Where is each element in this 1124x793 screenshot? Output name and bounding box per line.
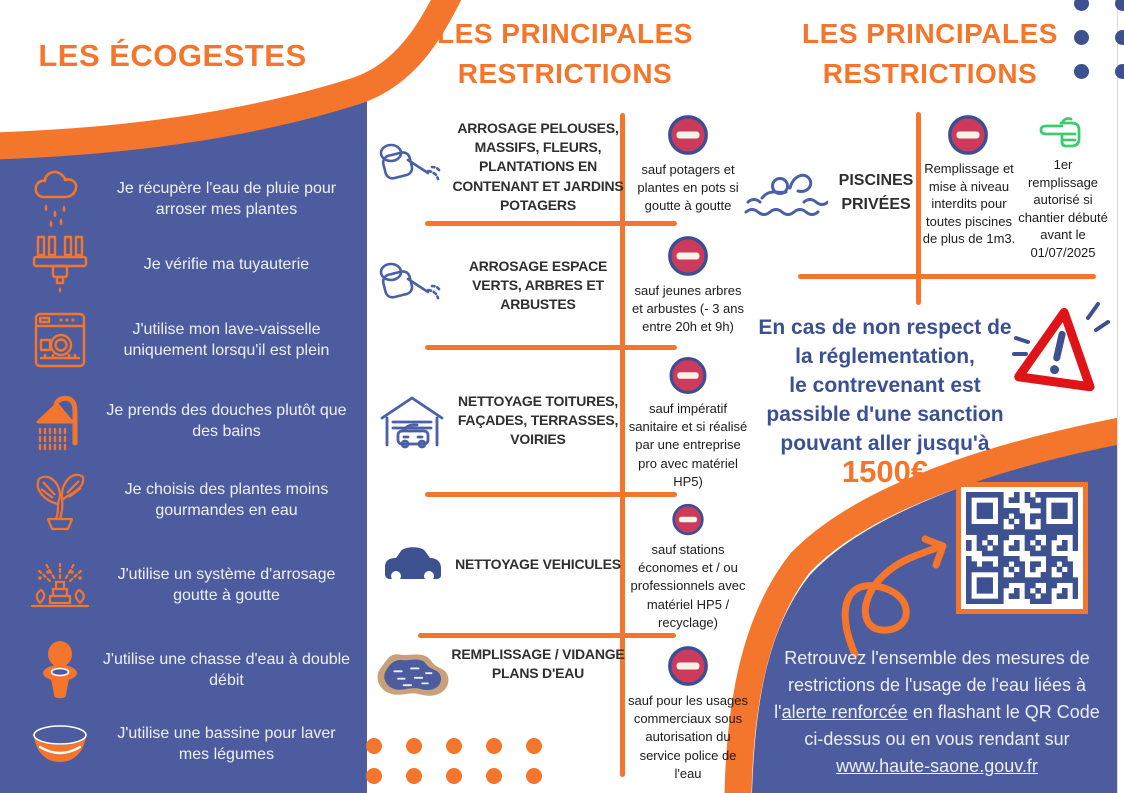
sanction-line: passible d'une sanction: [766, 403, 1004, 426]
no-entry-icon: [667, 356, 709, 395]
toilet-icon: [22, 639, 98, 701]
watering-can-icon: [372, 227, 452, 344]
restriction-label: NETTOYAGE TOITURES, FAÇADES, TERRASSES, VOIRIES: [457, 392, 619, 448]
plant-icon: [22, 469, 98, 531]
restriction-exception: [628, 227, 748, 344]
qr-code: [956, 482, 1088, 614]
watering-can-icon: [372, 112, 452, 222]
car-icon: [372, 497, 452, 632]
dot: [446, 768, 462, 784]
sanction-line: le contrevenant est: [789, 374, 981, 397]
restriction-row: [370, 112, 760, 222]
dot: [526, 738, 542, 754]
ecogeste-item: [0, 462, 367, 538]
orange-dots-pattern: [366, 738, 542, 784]
no-entry-icon: [667, 114, 709, 156]
ecogeste-item: [0, 547, 367, 623]
footer-middle: en flashant le QR Code ci-dessus ou en vous rendant sur: [804, 702, 1100, 749]
dot: [366, 738, 382, 754]
dot: [486, 738, 502, 754]
no-entry-icon: [947, 114, 989, 156]
footer-text: [768, 645, 1106, 780]
rain-cloud-icon: [22, 168, 98, 230]
warning-triangle-icon: [1006, 296, 1110, 419]
no-entry-icon: [667, 503, 709, 536]
exception-text: sauf pour les usages commerciaux sous autorisation du service police de l'eau: [628, 693, 748, 781]
no-entry-icon: [667, 235, 709, 277]
footer-before: Retrouvez l'ensemble des mesures de restrictions de l'usage de l'eau liées à l': [774, 648, 1090, 722]
sanction-line: la réglementation,: [795, 345, 975, 368]
title-line-2: RESTRICTIONS: [457, 58, 673, 89]
ecogeste-item: [0, 227, 367, 303]
restriction-row: [370, 227, 760, 344]
ecogeste-item: [0, 383, 367, 459]
ecogeste-item: [0, 632, 367, 708]
dot: [406, 768, 422, 784]
ecogeste-text: Je choisis des plantes moins gourmandes en eau: [124, 480, 329, 519]
restriction-label: REMPLISSAGE / VIDANGE PLANS D'EAU: [451, 646, 625, 682]
restrictions-column-1: [370, 0, 760, 793]
restriction-row: [370, 497, 760, 632]
swimmer-icon: [744, 162, 828, 229]
ecogeste-item: [0, 302, 367, 378]
alert-level-link[interactable]: alerte renforcée: [781, 702, 908, 722]
pool-label: PISCINES PRIVÉES: [838, 172, 914, 213]
exception-text: sauf impératif sanitaire et si réalisé par une entreprise pro avec matériel HP5): [628, 401, 748, 489]
restriction-label: ARROSAGE PELOUSES, MASSIFS, FLEURS, PLANTATIONS EN CONTENANT ET JARDINS POTAGERS: [452, 119, 624, 213]
shower-icon: [22, 391, 98, 451]
dot: [366, 768, 382, 784]
curly-arrow-icon: [840, 524, 968, 658]
restriction-exception: [628, 112, 748, 222]
ecogeste-item: [0, 161, 367, 237]
restriction-row: [370, 350, 760, 491]
sanction-text: [755, 313, 1015, 458]
title-line-2: RESTRICTIONS: [822, 58, 1038, 89]
exception-text: sauf potagers et plantes en pots si goutte à goutte: [637, 162, 739, 214]
restrictions-title-2: [750, 14, 1110, 94]
pool-allowed-text: 1er remplissage autorisé si chantier débuté avant le 01/07/2025: [1018, 157, 1108, 260]
restriction-exception: [628, 497, 748, 632]
restriction-label: ARROSAGE ESPACE VERTS, ARBRES ET ARBUSTES: [468, 257, 608, 313]
ecogeste-text: Je vérifie ma tuyauterie: [143, 256, 310, 274]
sanction-line: En cas de non respect de: [758, 316, 1012, 339]
pool-row-divider: [798, 274, 1096, 279]
restriction-exception: [628, 639, 748, 783]
pointing-hand-icon: [1037, 110, 1083, 157]
dot: [486, 768, 502, 784]
ecogeste-text: J'utilise une bassine pour laver mes légumes: [117, 724, 336, 763]
garage-car-icon: [372, 350, 452, 491]
restriction-label: NETTOYAGE VEHICULES: [455, 555, 621, 572]
restrictions-title: [370, 14, 760, 94]
restriction-exception: [628, 350, 748, 491]
dishwasher-icon: [22, 310, 98, 370]
sanction-amount: 1500€: [841, 454, 929, 489]
pipes-icon: [22, 235, 98, 295]
drip-irrigation-icon: [22, 556, 98, 614]
sanction-line: pouvant aller jusqu'à: [780, 432, 990, 455]
no-entry-icon: [667, 645, 709, 687]
exception-text: sauf jeunes arbres et arbustes (- 3 ans entre 20h et 9h): [632, 283, 744, 335]
basin-icon: [22, 723, 98, 765]
ecogeste-text: J'utilise un système d'arrosage goutte à goutte: [117, 565, 336, 604]
dot: [526, 768, 542, 784]
dot: [446, 738, 462, 754]
ecogeste-text: J'utilise une chasse d'eau à double débit: [102, 650, 351, 689]
ecogestes-title: LES ÉCOGESTES: [38, 38, 307, 73]
pool-forbidden-text: Remplissage et mise à niveau interdits pour toutes piscines de plus de 1m3.: [922, 161, 1016, 247]
ecogeste-item: [0, 706, 367, 782]
ecogeste-text: Je récupère l'eau de pluie pour arroser mes plantes: [116, 179, 337, 218]
exception-text: sauf stations économes et / ou professionnels avec matériel HP5 / recyclage): [630, 542, 746, 630]
row-divider: [418, 633, 676, 638]
website-link[interactable]: www.haute-saone.gouv.fr: [836, 756, 1038, 776]
dot: [406, 738, 422, 754]
ecogeste-text: J'utilise mon lave-vaisselle uniquement lorsqu'il est plein: [123, 320, 330, 359]
title-line-1: LES PRINCIPALES: [802, 18, 1058, 49]
title-line-1: LES PRINCIPALES: [437, 18, 693, 49]
ecogeste-text: Je prends des douches plutôt que des bains: [106, 401, 347, 440]
